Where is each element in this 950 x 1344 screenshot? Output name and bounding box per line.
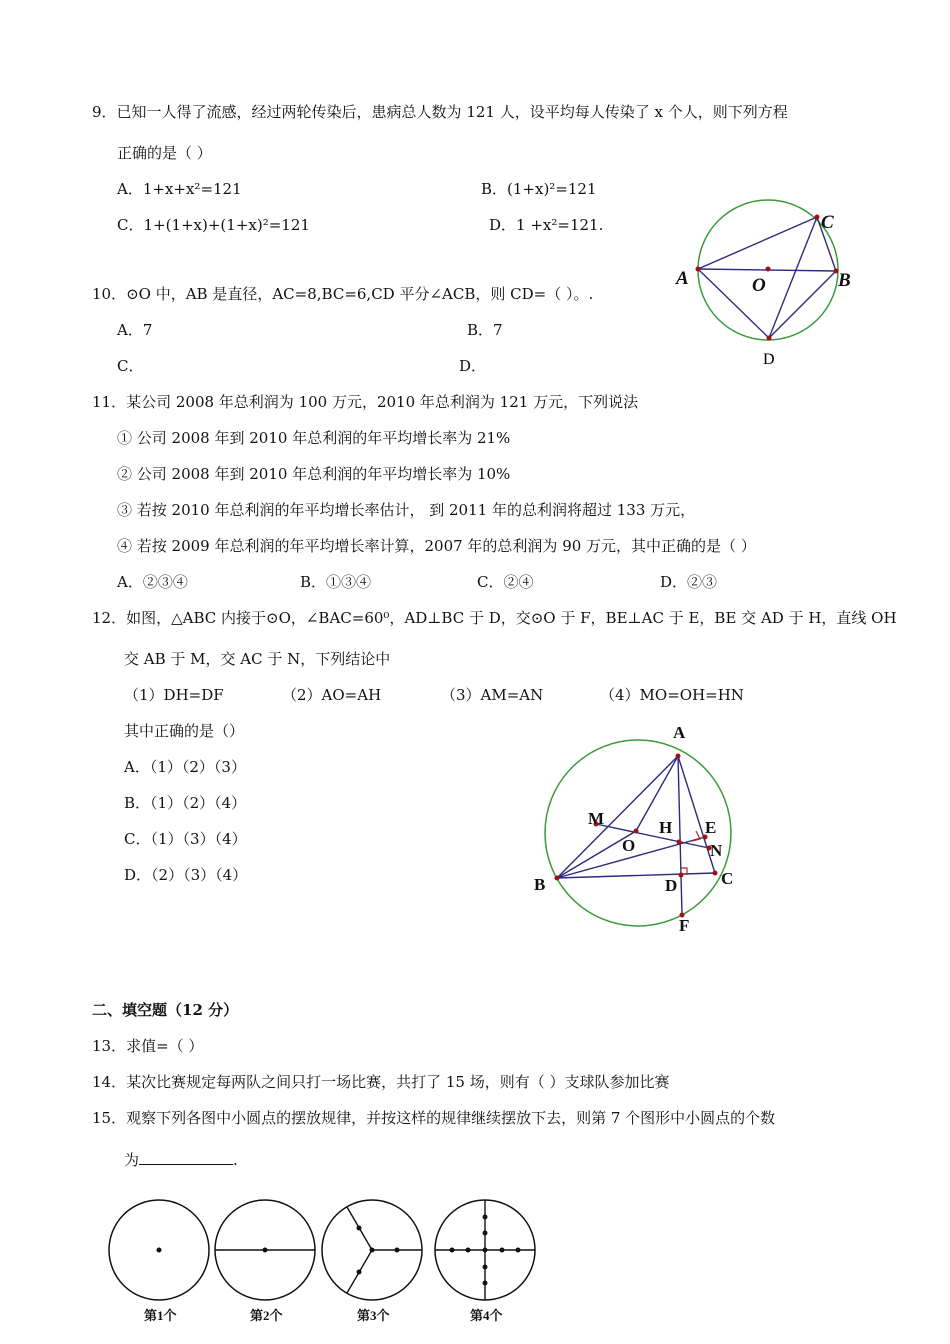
q11-option-c: C．②④ — [477, 573, 534, 591]
q12-option-d: D．（2）（3）（4） — [124, 866, 248, 884]
q10-label-a: A — [676, 268, 689, 289]
q12-conclusion-2: （2）AO=AH — [282, 686, 382, 704]
q10-option-d: D． — [459, 357, 487, 375]
q12-label-d: D — [665, 876, 678, 895]
q9-option-b: B．(1+x)²=121 — [481, 180, 597, 198]
q9-stem-line1: 9．已知一人得了流感，经过两轮传染后，患病总人数为 121 人，设平均每人传染了 x 个人，则下列方程 — [92, 103, 788, 121]
q12-option-a: A．（1）（2）（3） — [124, 758, 246, 776]
q10-label-d: D — [763, 351, 775, 368]
q11-statement-3: ③ 若按 2010 年总利润的年平均增长率估计， 到 2011 年的总利润将超过 133 万元， — [117, 501, 696, 519]
q15-suffix: . — [233, 1151, 238, 1169]
q9-option-c: C．1+(1+x)+(1+x)²=121 — [117, 216, 310, 234]
q10-label-c: C — [821, 212, 834, 233]
q10-option-b: B．7 — [467, 321, 503, 339]
section2-title: 二、填空题（12 分） — [92, 1001, 239, 1019]
q15-dot-figures — [100, 1200, 560, 1330]
q12-label-f: F — [679, 916, 690, 935]
q15-stem-line1: 15．观察下列各图中小圆点的摆放规律，并按这样的规律继续摆放下去，则第 7 个图形中小圆点的个数 — [92, 1109, 776, 1127]
q10-label-o: O — [752, 275, 766, 296]
q15-caption-1: 第1个 — [144, 1308, 177, 1323]
q12-label-n: N — [710, 841, 723, 860]
q12-ask: 其中正确的是（） — [124, 722, 245, 740]
q12-conclusion-3: （3）AM=AN — [441, 686, 544, 704]
q11-option-d: D．②③ — [660, 573, 718, 591]
q10-option-a: A．7 — [117, 321, 153, 339]
q11-statement-4: ④ 若按 2009 年总利润的年平均增长率计算，2007 年的总利润为 90 万元，其中正确的是（ ） — [117, 537, 756, 555]
q10-option-c: C． — [117, 357, 144, 375]
q12-stem-line2: 交 AB 于 M，交 AC 于 N，下列结论中 — [124, 650, 391, 668]
q11-option-a: A．②③④ — [117, 573, 188, 591]
q10-circle-figure — [670, 200, 860, 375]
q11-statement-1: ① 公司 2008 年到 2010 年总利润的年平均增长率为 21% — [117, 429, 511, 447]
q9-option-d: D．1 +x²=121. — [489, 216, 604, 234]
q9-stem-line2: 正确的是（ ） — [117, 144, 212, 162]
q14-stem: 14．某次比赛规定每两队之间只打一场比赛，共打了 15 场，则有（ ）支球队参加比赛 — [92, 1073, 670, 1091]
q15-stem-line2 — [124, 1150, 238, 1170]
q15-caption-2: 第2个 — [250, 1308, 283, 1323]
q12-label-c: C — [721, 869, 734, 888]
q15-prefix: 为 — [124, 1151, 140, 1169]
q12-option-b: B．（1）（2）（4） — [124, 794, 247, 812]
q12-triangle-figure — [528, 718, 758, 938]
q15-caption-3: 第3个 — [357, 1308, 390, 1323]
q10-label-b: B — [838, 270, 851, 291]
q12-conclusion-1: （1）DH=DF — [124, 686, 224, 704]
q11-option-b: B．①③④ — [300, 573, 372, 591]
q12-option-c: C．（1）（3）（4） — [124, 830, 247, 848]
q12-label-e: E — [705, 818, 717, 837]
q12-label-m: M — [588, 809, 605, 828]
q12-conclusion-4: （4）MO=OH=HN — [600, 686, 744, 704]
q12-label-b: B — [534, 875, 546, 894]
q15-caption-4: 第4个 — [470, 1308, 503, 1323]
q11-statement-2: ② 公司 2008 年到 2010 年总利润的年平均增长率为 10% — [117, 465, 511, 483]
q12-label-o: O — [622, 836, 636, 855]
q11-stem: 11．某公司 2008 年总利润为 100 万元，2010 年总利润为 121 万元，下列说法 — [92, 393, 639, 411]
q12-stem-line1: 12．如图，△ABC 内接于⊙O，∠BAC=60⁰，AD⊥BC 于 D，交⊙O 于 F，BE⊥AC 于 E，BE 交 AD 于 H，直线 OH — [92, 609, 897, 627]
q12-label-a: A — [673, 723, 686, 742]
q10-stem: 10．⊙O 中，AB 是直径，AC=8,BC=6,CD 平分∠ACB，则 CD=（ ）。. — [92, 285, 594, 303]
q9-option-a: A．1+x+x²=121 — [117, 180, 242, 198]
q12-label-h: H — [659, 818, 673, 837]
q15-answer-blank — [139, 1150, 233, 1165]
q13-stem: 13．求值=（ ） — [92, 1037, 204, 1055]
